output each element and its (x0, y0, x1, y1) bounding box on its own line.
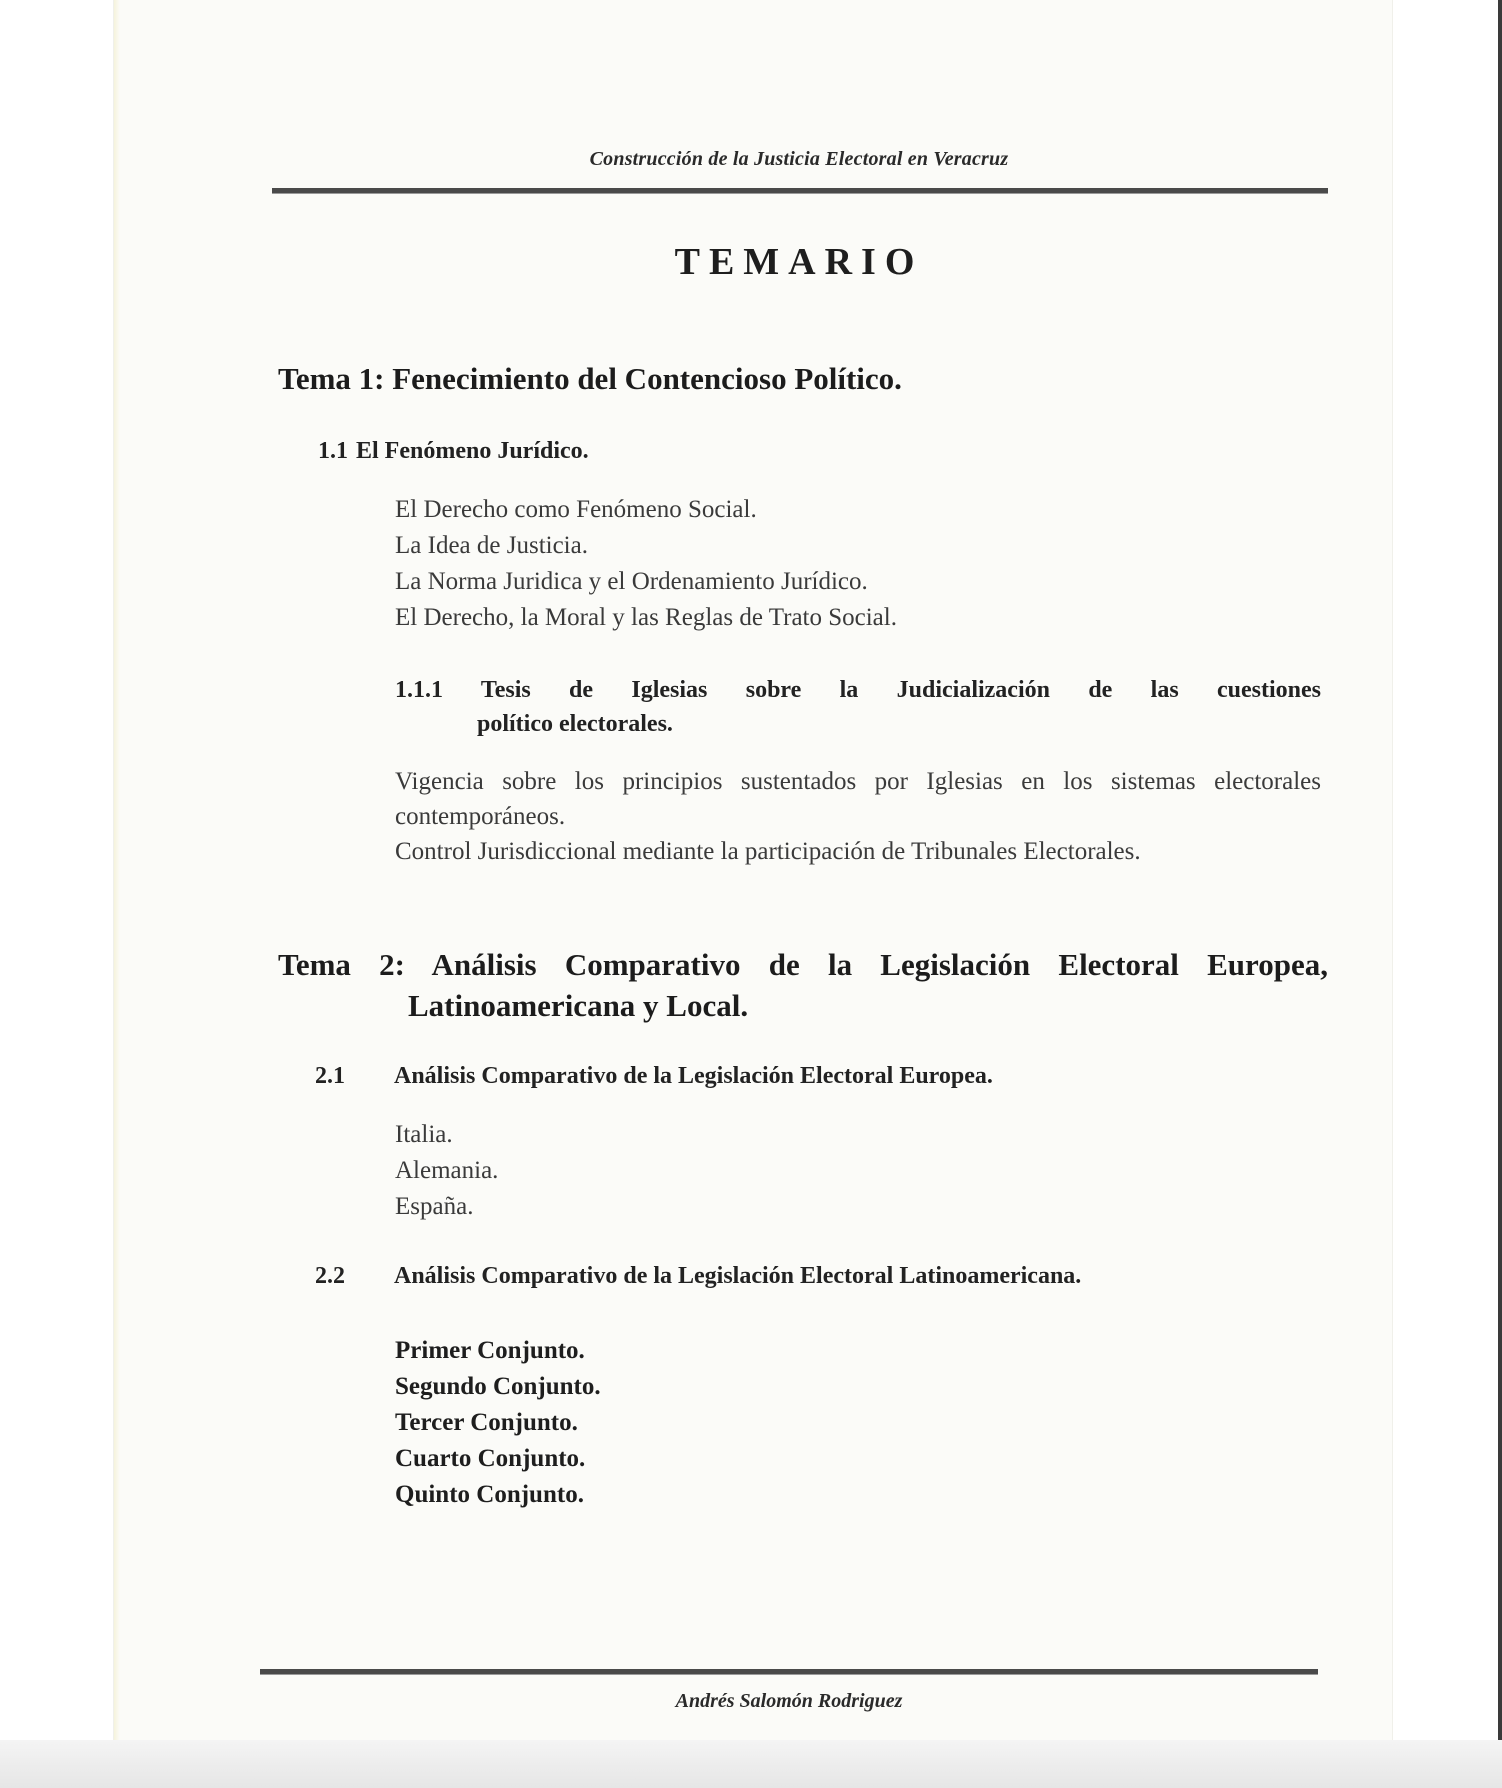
list-item: La Idea de Justicia. (395, 532, 588, 559)
section-number: 2.2 (315, 1263, 345, 1289)
tema-2-heading-line-1: Tema 2: Análisis Comparativo de la Legislación Electoral Europea, (278, 947, 1328, 982)
section-heading-line-2: político electorales. (477, 711, 673, 737)
section-title: Análisis Comparativo de la Legislación Electoral Latinoamericana. (394, 1263, 1082, 1289)
section-number: 2.1 (315, 1063, 345, 1089)
section-2-1-list (395, 1117, 498, 1225)
section-title: El Fenómeno Jurídico. (356, 438, 589, 464)
list-item: Italia. (395, 1121, 453, 1148)
tema-1-heading: Tema 1: Fenecimiento del Contencioso Político. (278, 361, 902, 396)
tema-2-heading (278, 944, 1328, 1026)
page-left-edge (114, 0, 120, 1788)
list-item: Quinto Conjunto. (395, 1481, 584, 1508)
section-2-2-heading (315, 1263, 1081, 1290)
list-item: El Derecho como Fenómeno Social. (395, 496, 757, 523)
running-header: Construcción de la Justicia Electoral en Veracruz (589, 148, 1009, 170)
section-1-1-1-heading (395, 673, 1321, 741)
list-item: Cuarto Conjunto. (395, 1445, 586, 1472)
paragraph: Control Jurisdiccional mediante la participación de Tribunales Electorales. (395, 838, 1141, 865)
section-number: 1.1 (318, 438, 348, 464)
section-1-1-1-paragraphs (395, 764, 1321, 869)
list-item: Segundo Conjunto. (395, 1373, 601, 1400)
page-title: TEMARIO (674, 241, 924, 283)
section-1-1-heading (318, 438, 589, 465)
list-item: El Derecho, la Moral y las Reglas de Trato Social. (395, 604, 897, 631)
list-item: España. (395, 1193, 474, 1220)
section-1-1-list (395, 492, 897, 636)
paragraph: Vigencia sobre los principios sustentados por Iglesias en los sistemas electorales contemporáneos. (395, 768, 1321, 830)
section-2-1-heading (315, 1063, 993, 1090)
section-heading-line-1: 1.1.1 Tesis de Iglesias sobre la Judicialización de las cuestiones (395, 677, 1321, 703)
section-title: Análisis Comparativo de la Legislación Electoral Europea. (394, 1063, 993, 1089)
list-item: Primer Conjunto. (395, 1337, 585, 1364)
footer-rule (260, 1669, 1318, 1675)
list-item: Alemania. (395, 1157, 499, 1184)
list-item: La Norma Juridica y el Ordenamiento Jurídico. (395, 568, 868, 595)
list-item: Tercer Conjunto. (395, 1409, 578, 1436)
tema-2-heading-line-2: Latinoamericana y Local. (408, 988, 749, 1023)
page-right-border (1498, 0, 1502, 1788)
header-rule (272, 188, 1328, 194)
bottom-shadow (0, 1740, 1502, 1788)
running-footer: Andrés Salomón Rodriguez (675, 1690, 903, 1712)
section-2-2-list (395, 1333, 601, 1513)
